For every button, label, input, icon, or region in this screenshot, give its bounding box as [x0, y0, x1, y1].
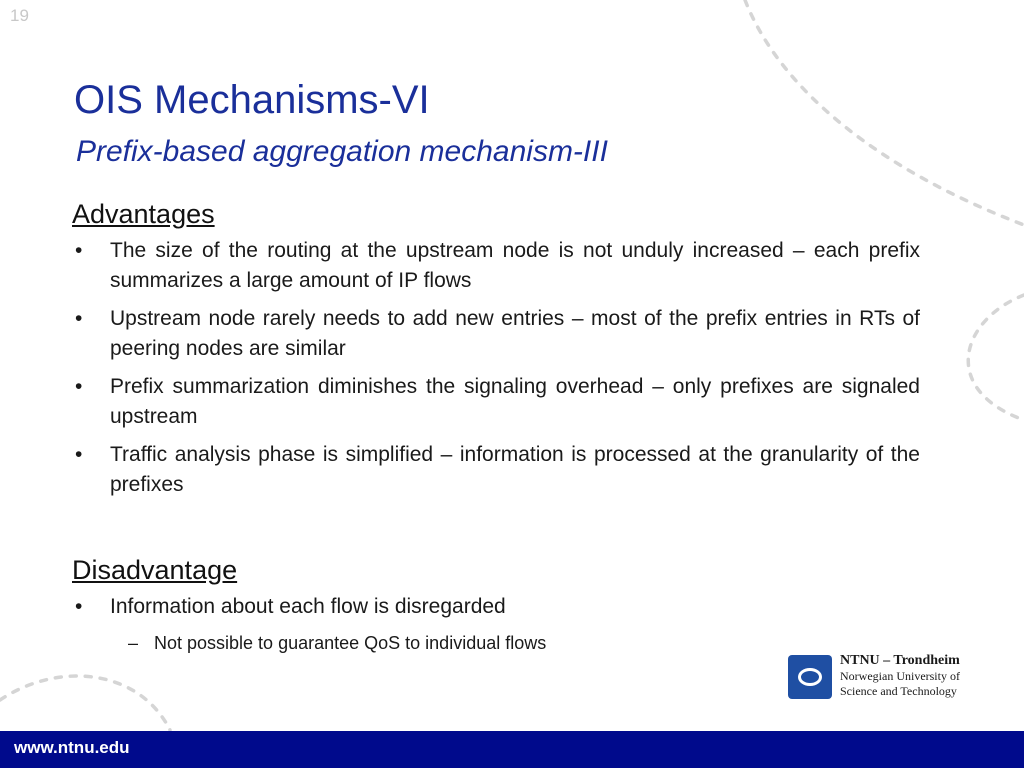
slide-subtitle: Prefix-based aggregation mechanism-III	[76, 135, 608, 168]
disadvantage-list	[72, 592, 920, 622]
disadvantage-item: • Information about each flow is disregarded	[72, 592, 920, 622]
ntnu-logo-text	[840, 652, 960, 699]
ntnu-logo-icon	[788, 655, 832, 699]
footer-bar	[0, 731, 1024, 768]
logo-line-1: NTNU – Trondheim	[840, 653, 960, 668]
advantage-item: • Traffic analysis phase is simplified – information is processed at the granularity of the prefixes	[72, 440, 920, 500]
footer-url: www.ntnu.edu	[14, 738, 130, 757]
advantage-item: • Upstream node rarely needs to add new entries – most of the prefix entries in RTs of peering nodes are similar	[72, 304, 920, 364]
slide-number: 19	[10, 6, 29, 25]
slide-title: OIS Mechanisms-VI	[74, 78, 430, 122]
logo-line-2: Norwegian University of	[840, 669, 960, 683]
logo-line-3: Science and Technology	[840, 684, 957, 698]
disadvantage-sub-item: – Not possible to guarantee QoS to individual flows	[72, 630, 920, 656]
advantages-list	[72, 236, 920, 500]
advantage-item: • Prefix summarization diminishes the signaling overhead – only prefixes are signaled upstream	[72, 372, 920, 432]
disadvantage-heading: Disadvantage	[72, 554, 238, 585]
ntnu-logo	[788, 652, 1008, 704]
slide-content	[72, 198, 920, 656]
advantage-item: • The size of the routing at the upstream node is not unduly increased – each prefix summarizes a large amount of IP flows	[72, 236, 920, 296]
advantages-heading: Advantages	[72, 199, 215, 229]
